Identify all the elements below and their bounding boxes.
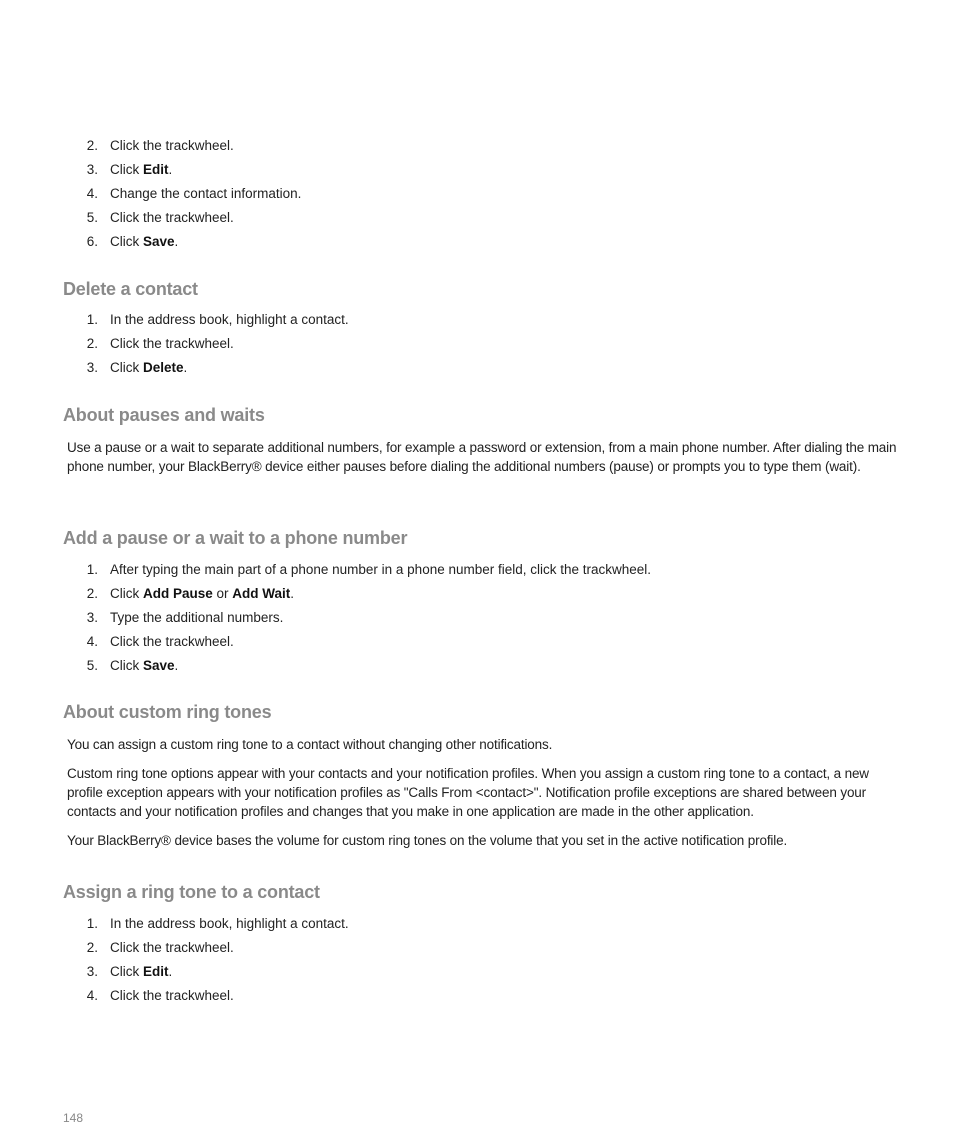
step-number: 4. (86, 988, 98, 1003)
heading-about-ring-tones: About custom ring tones (63, 702, 272, 722)
step-ui-label: Save (143, 234, 175, 249)
step-text: Type the additional numbers. (110, 610, 284, 625)
step-list (0, 912, 954, 1008)
steps-delete-contact (0, 308, 954, 380)
step-number: 4. (86, 186, 98, 201)
step-item (0, 606, 954, 630)
step-item (0, 230, 954, 254)
step-ui-label: Save (143, 658, 175, 673)
step-text: Click the trackwheel. (110, 940, 234, 955)
heading-assign-ring-tone: Assign a ring tone to a contact (63, 882, 320, 902)
step-text: . (290, 586, 295, 601)
step-text: or (212, 586, 233, 601)
step-number: 3. (86, 964, 98, 979)
steps-add-pause (0, 558, 954, 678)
step-text: . (168, 162, 173, 177)
step-text: Click (110, 162, 143, 177)
step-item (0, 654, 954, 678)
page-number: 148 (63, 1111, 84, 1125)
step-ui-label: Add Wait (232, 586, 291, 601)
step-number: 5. (86, 210, 98, 225)
step-text: Click (110, 586, 143, 601)
step-text: Click (110, 964, 143, 979)
paragraph-ring-tones-3: Your BlackBerry® device bases the volume for custom ring tones on the volume that you set in the active notification profile. (67, 833, 788, 848)
step-number: 3. (86, 360, 98, 375)
step-item (0, 134, 954, 158)
step-item (0, 984, 954, 1008)
step-number: 3. (86, 610, 98, 625)
step-item (0, 182, 954, 206)
step-number: 1. (86, 312, 98, 327)
step-text: . (174, 234, 179, 249)
step-text: Click (110, 234, 143, 249)
step-number: 3. (86, 162, 98, 177)
step-number: 2. (86, 586, 98, 601)
step-text: . (183, 360, 188, 375)
step-text: In the address book, highlight a contact. (110, 916, 349, 931)
step-number: 1. (86, 916, 98, 931)
step-number: 2. (86, 138, 98, 153)
step-text: Click the trackwheel. (110, 634, 234, 649)
step-text: Click the trackwheel. (110, 210, 234, 225)
step-item (0, 558, 954, 582)
step-number: 1. (86, 562, 98, 577)
heading-about-pauses: About pauses and waits (63, 405, 265, 425)
paragraph-about-pauses: Use a pause or a wait to separate additional numbers, for example a password or extension, from a main phone number. After dialing the main phone number, your BlackBerry® device either pauses before dialing the additional numbers (pause) or prompts you to type them (wait). (67, 440, 897, 474)
heading-add-pause: Add a pause or a wait to a phone number (63, 528, 408, 548)
step-item (0, 308, 954, 332)
step-number: 5. (86, 658, 98, 673)
step-ui-label: Edit (143, 964, 169, 979)
step-number: 2. (86, 336, 98, 351)
steps-assign-ring-tone (0, 912, 954, 1008)
step-text: Click the trackwheel. (110, 988, 234, 1003)
step-list (0, 558, 954, 678)
step-item (0, 912, 954, 936)
step-text: Click (110, 658, 143, 673)
step-item (0, 158, 954, 182)
step-item (0, 356, 954, 380)
step-item (0, 936, 954, 960)
step-item (0, 332, 954, 356)
step-list (0, 134, 954, 254)
step-text: In the address book, highlight a contact. (110, 312, 349, 327)
step-text: Click (110, 360, 143, 375)
step-text: After typing the main part of a phone number in a phone number field, click the trackwheel. (110, 562, 652, 577)
paragraph-ring-tones-1: You can assign a custom ring tone to a contact without changing other notifications. (67, 737, 553, 752)
step-list (0, 308, 954, 380)
step-number: 2. (86, 940, 98, 955)
step-item (0, 960, 954, 984)
step-item (0, 630, 954, 654)
step-number: 4. (86, 634, 98, 649)
step-item (0, 582, 954, 606)
step-ui-label: Delete (143, 360, 184, 375)
step-text: . (168, 964, 173, 979)
step-text: Change the contact information. (110, 186, 302, 201)
step-text: Click the trackwheel. (110, 336, 234, 351)
heading-delete-contact: Delete a contact (63, 279, 198, 299)
step-ui-label: Edit (143, 162, 169, 177)
step-text: . (174, 658, 179, 673)
step-text: Click the trackwheel. (110, 138, 234, 153)
step-ui-label: Add Pause (143, 586, 213, 601)
paragraph-ring-tones-2: Custom ring tone options appear with your contacts and your notification profiles. When you assign a custom ring tone to a contact, a new profile exception appears with your notification profiles as "Calls From <contact>". Notification profile exceptions are shared between your contacts and your notification profiles and changes that you make in one application are made in the other application. (67, 766, 869, 819)
step-number: 6. (86, 234, 98, 249)
steps-edit-contact (0, 134, 954, 254)
step-item (0, 206, 954, 230)
